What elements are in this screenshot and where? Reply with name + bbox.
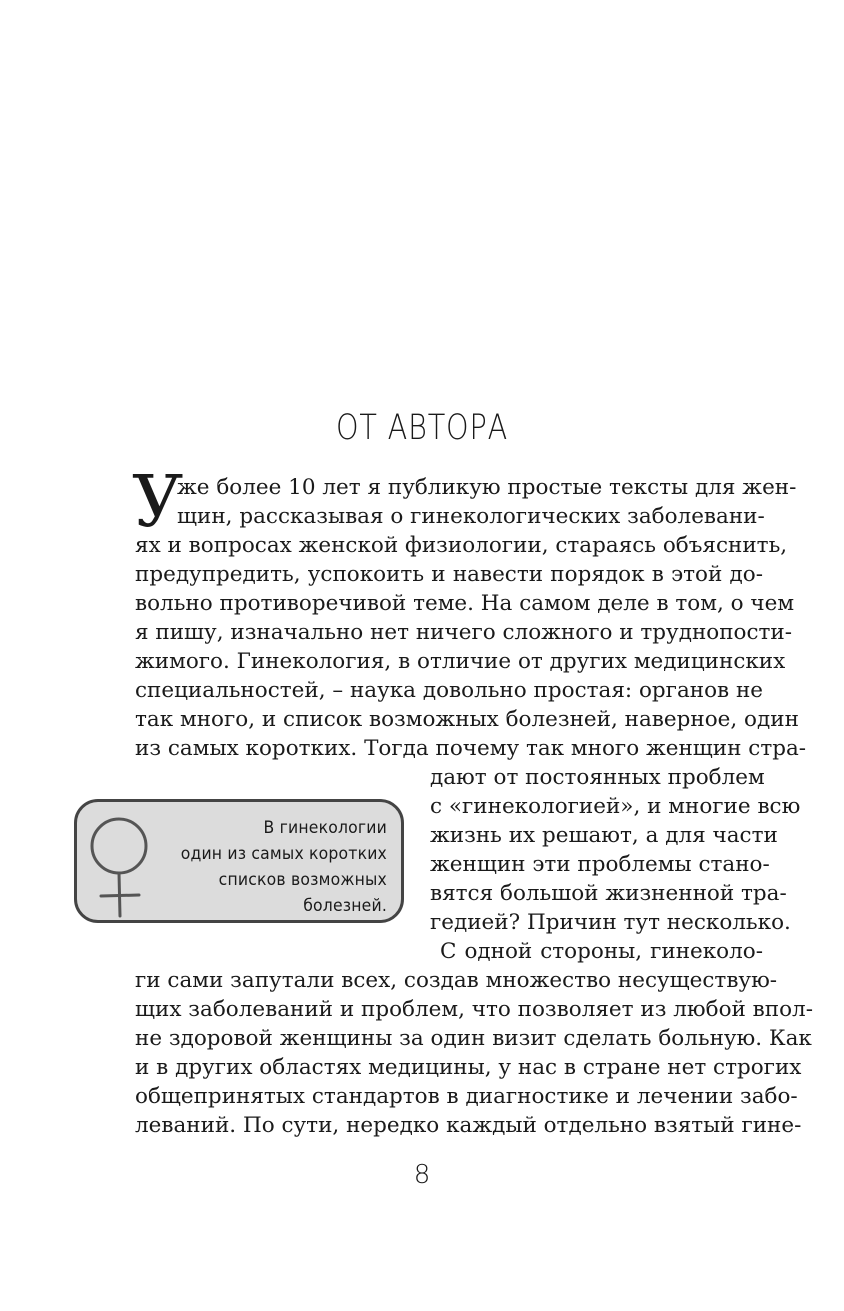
page-number: 8: [413, 1160, 431, 1190]
callout-line: списков возможных: [218, 870, 387, 890]
body-line: с «гинекологией», и многие всю: [430, 794, 801, 819]
body-line: женщин эти проблемы стано-: [430, 852, 770, 877]
drop-cap: У: [132, 460, 184, 543]
body-line: я пишу, изначально нет ничего сложного и труднопости-: [135, 620, 793, 645]
body-line: ги сами запутали всех, создав множество несуществую-: [135, 968, 778, 993]
chapter-title: ОТ АВТОРА: [335, 408, 509, 448]
body-line: щин, рассказывая о гинекологических заболевани-: [177, 504, 765, 529]
body-line: щих заболеваний и проблем, что позволяет из любой впол-: [135, 997, 813, 1022]
body-line: не здоровой женщины за один визит сделать больную. Как: [135, 1026, 812, 1051]
body-line: жимого. Гинекология, в отличие от других медицинских: [135, 649, 786, 674]
body-line: дают от постоянных проблем: [430, 765, 765, 790]
body-line: так много, и список возможных болезней, наверное, один: [135, 707, 799, 732]
body-line: предупредить, успокоить и навести порядок в этой до-: [135, 562, 763, 587]
callout-line: болезней.: [303, 896, 387, 916]
body-line: жизнь их решают, а для части: [430, 823, 778, 848]
venus-icon: [85, 810, 155, 920]
body-line: специальностей, – наука довольно простая: органов не: [135, 678, 764, 703]
body-line: вятся большой жизненной тра-: [430, 881, 787, 906]
body-line: ях и вопросах женской физиологии, стараясь объяснить,: [135, 533, 788, 558]
callout-box: [74, 799, 404, 923]
body-line: общепринятых стандартов в диагностике и лечении забо-: [135, 1084, 798, 1109]
callout-line: В гинекологии: [263, 818, 387, 838]
body-line: вольно противоречивой теме. На самом деле в том, о чем: [135, 591, 795, 616]
body-line: С одной стороны, гинеколо-: [440, 939, 763, 964]
body-line: гедией? Причин тут несколько.: [430, 910, 791, 935]
body-line: из самых коротких. Тогда почему так много женщин стра-: [135, 736, 807, 761]
body-line: леваний. По сути, нередко каждый отдельно взятый гине-: [135, 1113, 802, 1138]
body-line: и в других областях медицины, у нас в стране нет строгих: [135, 1055, 802, 1080]
callout-line: один из самых коротких: [180, 844, 387, 864]
body-line: же более 10 лет я публикую простые тексты для жен-: [177, 475, 797, 500]
callout-text: [166, 815, 387, 919]
